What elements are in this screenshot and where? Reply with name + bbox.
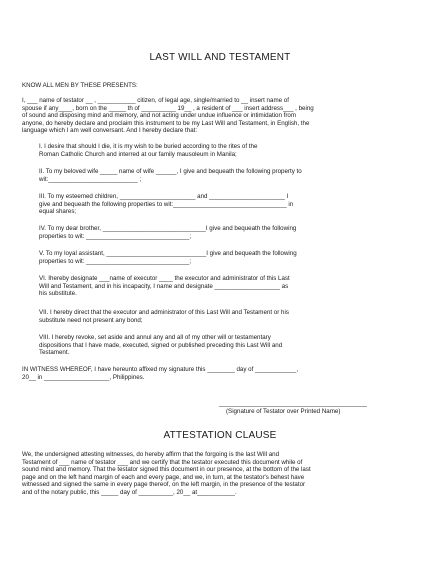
intro-line: I, ___ name of testator __ , ___________ citizen, of legal age, single/married to __ insert name of xyxy=(22,97,289,104)
attestation-line: We, the undersigned attesting witnesses, do hereby affirm that the forgoing is the last Will and xyxy=(22,451,280,458)
clause-line: his substitute. xyxy=(39,290,77,297)
witness-line: IN WITNESS WHEREOF, I have hereunto affixed my signature this ________ day of ____________, xyxy=(22,366,299,373)
clause-line: equal shares; xyxy=(39,208,77,215)
intro-line: anyone, do hereby declare and proclaim this instrument to be my Last Will and Testament, in English, the xyxy=(22,119,310,127)
clause-line: VI. Ihereby designate ___name of executor ____ the executor and administrator of this Last xyxy=(39,275,290,282)
intro-line: spouse if any____, born on the _____ th of __________ 19__ , a resident of ___ insert address___ , being xyxy=(22,104,314,112)
clause-line: Testament. xyxy=(39,349,70,356)
signature-line: ___________________________________________ xyxy=(219,400,367,407)
document-title: LAST WILL AND TESTAMENT xyxy=(149,52,291,63)
clause-line: VII. I hereby direct that the executor and administrator of this Last Will and Testament or his xyxy=(39,309,289,316)
clause-line: IV. To my dear brother, ______________________________I give and bequeath the following xyxy=(39,225,297,232)
clause-line: Will and Testament, and in his incapacity, I name and designate ___________________ as xyxy=(39,282,289,290)
signature-caption: (Signature of Testator over Printed Name) xyxy=(226,407,341,415)
clause-line: give and bequeath the following properties to wit:_________________________________ in xyxy=(39,200,294,208)
attestation-line: witnessed and signed the same in every page thereof, on the left margin, in the presence of the testator xyxy=(22,481,306,488)
know-all-heading: KNOW ALL MEN BY THESE PRESENTS: xyxy=(22,82,138,89)
clause-line: properties to wit: ______________________________; xyxy=(39,257,192,265)
clause-line: III. To my esteemed children, ______________________ and ______________________ I xyxy=(39,193,289,200)
attestation-line: page and on the left hand margin of each and every page, and we, in turn, at the testator's behest have xyxy=(22,473,305,481)
intro-line: language which I am well conversant. And I hereby declare that: xyxy=(22,127,198,134)
clause-line: substitute need not present any bond; xyxy=(39,316,143,324)
clause-line: dispositions that I have made, executed, signed or published preceding this Last Will and xyxy=(39,341,283,349)
attestation-title: ATTESTATION CLAUSE xyxy=(163,430,277,441)
clause-line: V. To my loyal assistant, _____________________________I give and bequeath the following xyxy=(39,250,297,257)
clause-line: I. I desire that should I die, it is my wish to be buried according to the rites of the xyxy=(39,143,258,150)
clause-line: VIII. I hereby revoke, set aside and annul any and all of my other will or testamentary xyxy=(39,334,271,341)
clause-line: wit:__________________________ ; xyxy=(39,175,142,183)
attestation-line: and of the notary public, this _____ day of __________, 20__ at___________. xyxy=(22,488,237,496)
clause-line: properties to wit: ______________________________; xyxy=(39,232,192,240)
intro-line: of sound and disposing mind and memory, and not acting under undue influence or intimidation from xyxy=(22,112,297,119)
witness-line: 20__ in ___________________, Philippines. xyxy=(22,374,145,381)
clause-line: II. To my beloved wife _____ name of wife ______, I give and bequeath the following property to xyxy=(39,168,302,175)
attestation-line: Testament of ___ name of testator ___ and we certify that the testator executed this document while of xyxy=(22,458,303,466)
clause-line: Roman Catholic Church and interred at our family mausoleum in Manila; xyxy=(39,150,237,158)
attestation-line: sound mind and memory. That the testator signed this document in our presence, at the bottom of the last xyxy=(22,466,311,473)
